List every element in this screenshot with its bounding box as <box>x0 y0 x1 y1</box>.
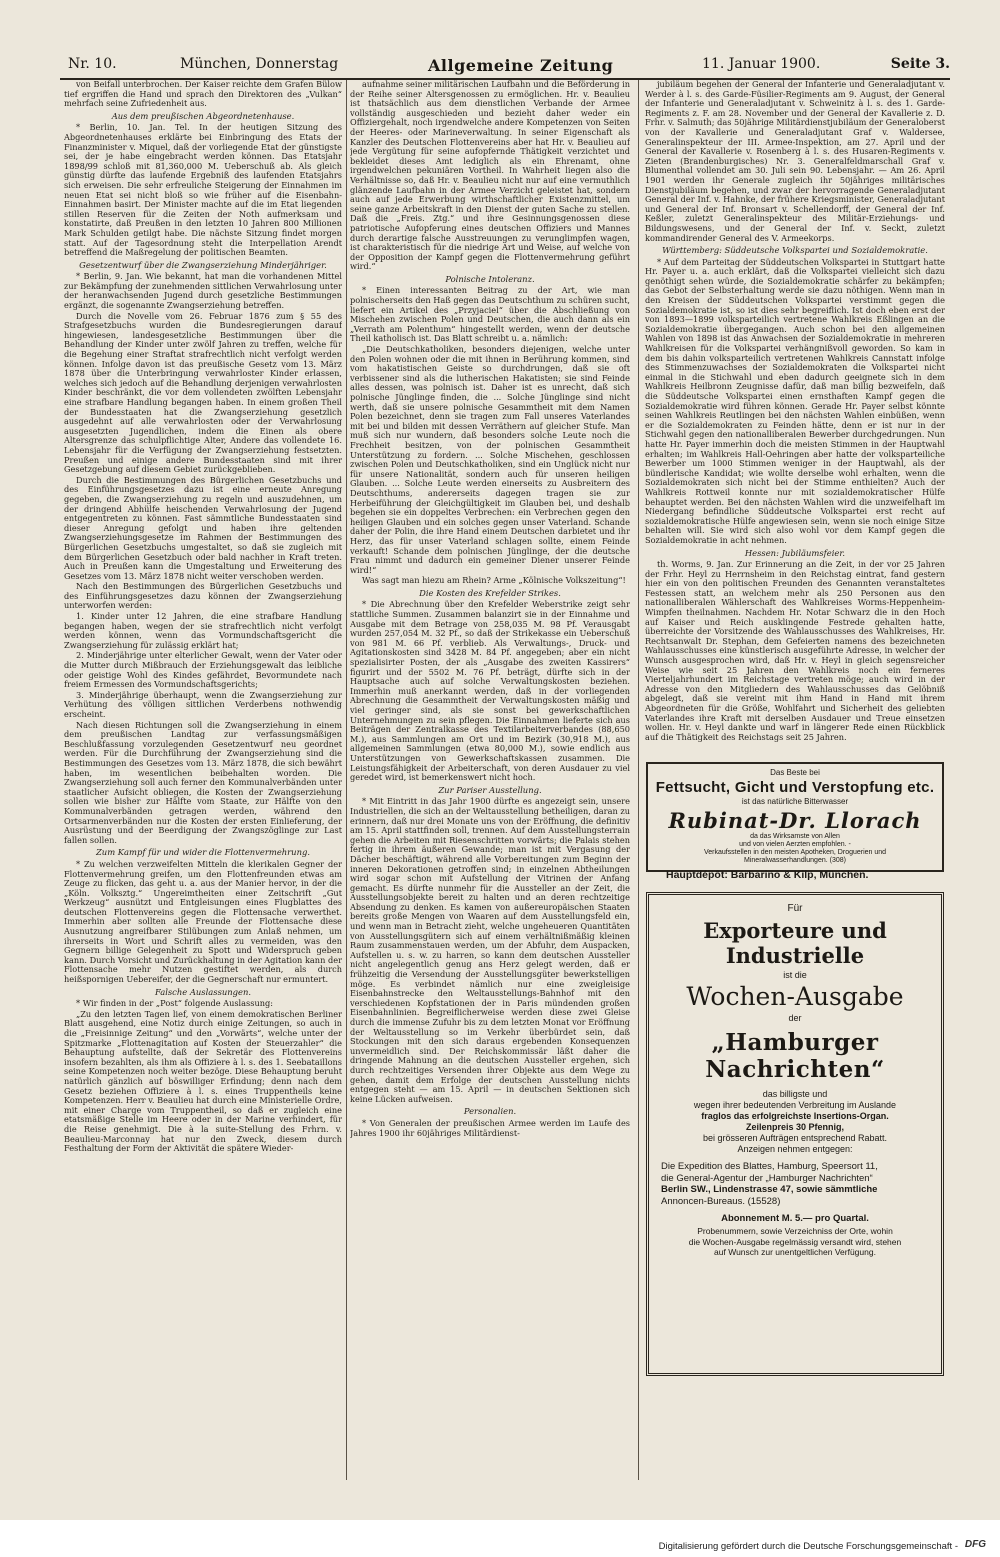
column-3 <box>645 80 945 770</box>
article-paragraph: jubiläum begehen der General der Infanterie und Generaladjutant v. Werder à l. s. des Garde-Füsilier-Regiments am 9. August, der General der Infanterie und Generaladjutant v. Schweinitz à l. s. des 1. Garde-Regiments z. F. am 28. November und der General der Kavallerie z. D. Frhr. v. Salmuth; das 50jährige Militärdienstjubiläum der Generaloberst von der Kavallerie und Generaladjutant Graf v. Waldersee, Generalinspekteur der III. Armee-Inspektion, am 27. April und der General der Kavallerie v. Rosenberg à l. s. des Husaren-Regiments v. Zieten (Brandenburgisches) Nr. 3. Generalfeldmarschall Graf v. Blumenthal vollendet am 30. Juli sein 90. Lebensjahr. — Am 26. April 1901 werden ihr Generale zugleich ihr 50jähriges militärisches Dienstjubiläum begehen, und zwar der hervorragende Generaladjutant General der Inf. v. Hahnke, der frühere Kriegsminister, Generaladjutant und General der Inf. Bronsart v. Schellendorff, der General der Inf. Keßler, zuletzt Generalinspekteur des Militär-Erziehungs- und Bildungswesens, und der General der Inf. v. Seckt, zuletzt kommandirender General des V. Armeekorps. <box>645 80 945 243</box>
section-heading: Aus dem preußischen Abgeordnetenhause. <box>111 110 295 121</box>
ad-line: Mineralwasserhandlungen. <box>744 857 828 864</box>
ad-line: bei grösseren Aufträgen entsprechend Rabatt. <box>702 1133 888 1143</box>
article-paragraph: 1. Kinder unter 12 Jahren, die eine strafbare Handlung begangen haben, wegen der sie strafrechtlich nicht verfolgt werden können, wenn das Vormundschaftsgericht die Zwangserziehung für zulässig erklärt hat; <box>64 611 342 650</box>
column-2 <box>350 80 630 1455</box>
column-divider <box>346 80 347 1480</box>
ad-code: (308) <box>829 857 846 864</box>
ad-line: und von vielen Aerzten empfohlen. - <box>739 841 851 848</box>
article-paragraph: * Berlin, 10. Jan. Tel. In der heutigen Sitzung des Abgeordnetenhauses erklärte bei Einbringung des Etats der Finanzminister v. Miquel, daß der vorliegende Etat der günstigste sei, der je habe eingebracht werden können. Das Etatsjahr 1898/99 schloß mit 81,360,000 M. Ueberschuß ab. Als gleich günstig dürfte das laufende Ergebniß des laufenden Etatsjahrs sich erweisen. Die sehr erfreuliche Steigerung der Einnahmen im neuen Etat sei nicht bloß so wie früher auf die Eisenbahn-Einnahmen basirt. Der Minister machte auf die im Etat liegenden stillen Reserven für die Zeiten der Noth aufmerksam und konstatirte, daß Preußen in den letzten 10 Jahren 800 Millionen Mark Schulden getilgt habe. Die nächste Sitzung findet morgen statt. Auf der Tagesordnung steht die Interpellation Arendt betreffend die Maßregelung der politischen Beamten. <box>64 122 342 258</box>
section-heading: Falsche Auslassungen. <box>154 986 252 997</box>
ad-headline: Exporteure und Industrielle <box>703 918 887 968</box>
article-paragraph: * Zu welchen verzweifelten Mitteln die klerikalen Gegner der Flottenvermehrung greifen, um den Flottenfreunden etwas am Zeuge zu flicken, das geht u. a. aus der Manier hervor, in der die „Köln. Volksztg.“ Ungereimtheiten einer Zeitschrift „Gut Werkzeug“ ausnützt und Entgleisungen eines Flugblattes des deutschen Flottenvereins gegen die Flottensache verwerthet. Immerhin aber sollten alle Freunde der Flottensache diese Ausnutzung angreifbarer Stilübungen zum Anlaß nehmen, um ihrerseits in Wort und Schrift alles zu vermeiden, was den Gegnern billige Gelegenheit zu Spott und Widerspruch geben kann. Durch Vorsicht und Zurückhaltung in der Agitation kann der Flottensache mehr Nutzen gestiftet werden, als durch heißspornigen Uebereifer, der die Gegnerschaft nur ermuntert. <box>64 858 342 985</box>
ad-paper-name: „Hamburger Nachrichten“ <box>705 1029 885 1083</box>
section-heading: Die Kosten des Krefelder Strikes. <box>419 587 561 598</box>
ad-subscription: Abonnement M. 5.— pro Quartal. <box>721 1213 869 1224</box>
ad-line: Die Expedition des Blattes, Hamburg, Speersort 11, <box>661 1161 878 1172</box>
ad-line: Anzeigen nehmen entgegen: <box>737 1144 853 1154</box>
article-paragraph: * Von Generalen der preußischen Armee werden im Laufe des Jahres 1900 ihr 60jähriges Militärdienst- <box>350 1117 630 1138</box>
advertisement-hamburger-nachrichten <box>646 892 944 1376</box>
ad-line: auf Wunsch zur unentgeltlichen Verfügung. <box>714 1247 876 1257</box>
ad-line: wegen ihrer bedeutenden Verbreitung im Auslande <box>693 1100 897 1110</box>
section-heading: Zur Pariser Ausstellung. <box>438 784 542 795</box>
ad-line: die General-Agentur der „Hamburger Nachrichten“ <box>661 1172 873 1184</box>
city-day: München, Donnerstag <box>180 56 339 72</box>
article-paragraph: th. Worms, 9. Jan. Zur Erinnerung an die Zeit, in der vor 25 Jahren der Frhr. Heyl zu Herrnsheim in den Reichstag eintrat, fand gestern hier ein von den politischen Freunden des Genannten veranstaltetes Festessen statt, an welchem mehr als 250 Personen aus den nationalliberalen Wählerschaft des Wahlkreises Worms-Heppenheim-Wimpfen theilnahmen. Nachdem Hr. Notar Schwarz die in den Hoch auf Kaiser und Reich ausklingende Festrede gehalten hatte, überreichte der Vorsitzende des Wahlausschusses des Wahlkreises, Hr. Rechtsanwalt Dr. Stephan, dem Gefeierten namens des bezeichneten Wahlausschusses eine künstlerisch ausgeführte Adresse, in welcher der Wunsch ausgesprochen wird, daß Hr. v. Heyl in gleich segensreicher Weise wie seit 25 Jahren den Wahlkreis noch ein ferneres Vierteljahrhundert im Reichstage vertreten möge; auch wird in der Adresse von den Mitgliedern des Wahlausschusses das Gelöbniß abgelegt, daß sie vereint mit ihm Hand in Hand mit ihrem Abgeordneten für die Größe, Wohlfahrt und Sicherheit des geliebten Vaterlandes ihre Kraft mit derselben Ausdauer und Treue einsetzen wollen. Hr. v. Heyl dankte und warf in längerer Rede einen Rückblick auf die Thätigkeit des Reichstags seit 25 Jahren. <box>645 559 945 742</box>
ad-line: Probenummern, sowie Verzeichniss der Orte, wohin <box>697 1226 893 1236</box>
ad-line: Verkaufsstellen in den meisten Apotheken, Droguerien und <box>703 849 887 856</box>
ad-subline: ist das natürliche Bitterwasser <box>741 797 849 806</box>
ad-price: Zeilenpreis 30 Pfennig, <box>745 1122 845 1132</box>
article-paragraph: * Wir finden in der „Post“ folgende Auslassung: <box>76 998 273 1009</box>
ad-brand: Rubinat-Dr. Llorach <box>668 808 922 833</box>
article-paragraph: Was sagt man hiezu am Rhein? Arme „Kölnische Volkszeitung“! <box>362 575 626 586</box>
section-heading: Hessen: Jubiläumsfeier. <box>744 547 846 558</box>
article-paragraph: * Auf dem Parteitag der Süddeutschen Volkspartei in Stuttgart hatte Hr. Payer u. a. auch erklärt, daß die Volkspartei vielleicht sich dazu genöthigt sehen würde, die Sozialdemokratie schärfer zu bekämpfen; das Gebot der Selbsterhaltung werde sie dazu nöthigen. Wenn man in den Kreisen der Süddeutschen Volkspartei verstimmt gegen die Sozialdemokratie ist, so ist dies sehr begreiflich. Ist doch eben erst der von 1893—1899 volksparteilich vertretene Wahlkreis Eßlingen an die Sozialdemokratie übergegangen. Auch schon bei den allgemeinen Wahlen von 1898 ist das Anwachsen der Sozialdemokratie in mehreren Wahlkreisen für die Volkspartei verhängnißvoll geworden. So kam in dem bis dahin volksparteilich vertretenen Wahlkreis Cannstatt infolge des Stimmenzuwachses der Sozialdemokraten die Volkspartei nicht einmal in die Stichwahl und eben dadurch geeignete sich in dem Wahlkreis Heilbronn Zeugnisse dafür, daß man billig bezweifeln, daß die Süddeutsche Volkspartei einen ernsthaften Kampf gegen die Sozialdemokratie wird führen können. Gerade Hr. Payer selbst könnte seinen Wahlkreis Reutlingen bei den nächsten Wahlen einbüßen, wenn er die Sozialdemokraten zu Feinden hätte, denn er ist nur in der Stichwahl gegen den nationalliberalen Bewerber durchgedrungen. Nun hatte Hr. Payer immerhin doch die meisten Stimmen in der Hauptwahl erhalten; im Wahlkreis Hall-Oehringen aber hatte der volksparteiliche Bewerber um 1000 Stimmen weniger in der Hauptwahl, als der bündlerische Kandidat; wie wollte derselbe wohl erhalten, wenn die Sozialdemokraten sich nicht bei der Stimme enthielten? Auch der Wahlkreis Rottweil konnte nur mit sozialdemokratischer Hülfe behauptet werden. Bei den nächsten Wahlen wird die unzweifelhaft im Niedergang befindliche Süddeutsche Volkspartei erst recht auf sozialdemokratische Hülfe angewiesen sein, wenn sie noch einige Sitze behalten will. Sie wird sich also wohl vor dem Kampf gegen die Sozialdemokratie in acht nehmen. <box>645 256 945 545</box>
article-paragraph: aufnahme seiner militärischen Laufbahn und die Beförderung in der Reihe seiner Altersgenossen zu ermöglichen. Hr. v. Beaulieu ist thatsächlich aus dem dienstlichen Verbande der Armee vollständig ausgeschieden und bezieht daher weder ein Offiziergehalt, noch irgendwelche andere Kompetenzen von Seiten der Heeres- oder Marineverwaltung. In seiner Eigenschaft als Kanzler des Deutschen Flottenvereins aber hat Hr. v. Beaulieu auf jede Vergütung für seine aufopfernde Thätigkeit verzichtet und bekleidet dieses Amt lediglich als ein Ehrenamt, ohne irgendwelchen pekuniären Vortheil. In Wahrheit liegen also die Verhältnisse so, daß Hr. v. Beaulieu nicht nur auf eine vermuthlich glänzende Laufbahn in der Armee Verzicht geleistet hat, sondern auch auf jede Erwerbung wirthschaftlicher Existenzmittel, um seine ganze Arbeitskraft in den Dienst der guten Sache zu stellen. Daß die „Freis. Ztg.“ und ihre Gesinnungsgenossen diese patriotische Aufopferung eines deutschen Offiziers und Mannes durch derartige falsche Ausstreuungen zu verunglimpfen wagen, ist charakteristisch für die niedrige Art und Weise, auf welche von der Opposition der Kampf gegen die Flottenvermehrung geführt wird.“ <box>350 80 630 272</box>
article-paragraph: Nach den Bestimmungen des Bürgerlichen Gesetzbuchs und des Einführungsgesetzes dazu können der Zwangserziehung unterworfen werden: <box>64 581 342 611</box>
ad-line: ist die <box>783 970 807 980</box>
article-paragraph: „Zu den letzten Tagen lief, von einem demokratischen Berliner Blatt ausgehend, eine Notiz durch einige Zeitungen, so auch in die „Freisinnige Zeitung“ und den „Vorwärts“, welche unter der Spitzmarke „Flottenagitation auf Kosten der Steuerzahler“ die Behauptung aufstellte, daß der Sekretär des Flottenvereins insofern bezahlten, als ihm als Offiziere à l. s. des 1. Seebataillons seine Kompetenzen noch weiter bezöge. Diese Behauptung beruht natürlich gänzlich auf böswilliger Erfindung; denn nach dem Gesetz beziehen Offiziere à l. s. eines Truppentheils keine Kompetenzen. Herr v. Beaulieu hat durch eine Ministerielle Ordre, mit einer Charge vom Truppentheil, so daß er zugleich eine etatsmäßige Stelle im Heere oder in der Marine verhindert, für die Reise genehmigt. Die à la suite-Stellung des Frhrn. v. Beaulieu-Marconnay hat nur den Zweck, diesem durch Festhaltung der Form der Aktivität die spätere Wieder- <box>64 1008 342 1154</box>
article-paragraph: * Die Abrechnung über den Krefelder Weberstrike zeigt sehr stattliche Summen. Zusammen balanzirt sie in der Einnahme und Ausgabe mit dem Betrage von 258,035 M. 98 Pf. Verausgabt wurden 257,054 M. 32 Pf., so daß der Strikekasse ein Ueberschuß von 981 M. 66 Pf. verblieb. Als Verwaltungs-, Druck- und Agitationskosten sind 3428 M. 84 Pf. angegeben; aber ein nicht spezialisirter Posten, der als „Ausgabe des zweiten Kassirers“ figurirt und der 5502 M. 76 Pf. beträgt, dürfte sich in der Hauptsache auch auf solche Verwaltungskosten beziehen. Immerhin muß anerkannt werden, daß in der vorliegenden Abrechnung die Gesammtheit der Verwaltungskosten mäßig und viel geringer sind, als sie sonst bei gewerkschaftlichen Unternehmungen zu sein pflegen. Die Einnahmen lieferte sich aus Beiträgen der Zentralkasse des Textilarbeiterverbandes (88,650 M.), aus Sammlungen am Ort und im Bezirk (30,918 M.), aus allgemeinen Sammlungen (etwa 80,000 M.), sowie endlich aus Unterstützungen von Gewerkschaftskassen zusammen. Die Leistungsfähigkeit der Arbeiterschaft, von deren Ausdauer zu viel geredet wird, ist bemerkenswert nicht hoch. <box>350 599 630 783</box>
ad-line: Berlin SW., Lindenstrasse 47, sowie sämmtliche <box>661 1184 878 1195</box>
article-paragraph: Durch die Novelle vom 26. Februar 1876 zum § 55 des Strafgesetzbuchs wurden die Bundesregierungen darauf hingewiesen, landesgesetzliche Bestimmungen über die Behandlung der Kinder unter zwölf Jahren zu treffen, welche für die Begehung einer Straftat strafrechtlich nicht verfolgt werden können. Infolge davon ist das preußische Gesetz vom 13. März 1878 über die Unterbringung verwahrloster Kinder erlassen, welches sich jedoch auf die Behandlung derjenigen verwahrlosten Kinder beschränkt, die vor dem vollendeten zwölften Lebensjahr eine strafbare Handlung begangen haben. In einem großen Theil der Bundesstaaten hat die Zwangserziehung gesetzlich ausgedehnt auf alle verwahrlosten oder der Verwahrlosung ausgesetzten Jugendlichen, indem die Einen als obere Altersgrenze das schulpflichtige Alter, Andere das vollendete 16. Lebensjahr für die Verfügung der Zwangserziehung festsetzten. Preußen und einige andere Bundesstaaten sind mit ihrer Gesetzgebung auf diesem Gebiet zurückgeblieben. <box>64 310 342 475</box>
masthead <box>60 56 950 78</box>
dfg-logo: DFG <box>964 1539 986 1550</box>
article-paragraph: * Einen interessanten Beitrag zu der Art, wie man polnischerseits den Haß gegen das Deutschthum zu schüren sucht, liefert ein Artikel des „Przyjaciel“ über die Abschließung von Mischehen zwischen Polen und Deutschen, die auch dann als ein „Verrath am Polenthum“ hingestellt werden, wenn der deutsche Theil katholisch ist. Das Blatt schreibt u. a. nämlich: <box>350 285 630 344</box>
article-paragraph: „Die Deutschkatholiken, besonders diejenigen, welche unter den Polen wohnen oder die mit ihnen in Berührung kommen, sind vom hakatistischen Geiste so durchdrungen, daß sie oft verbissener sind als die lutherischen Hakatisten; sie sind Feinde alles dessen, was polnisch ist. Daher ist es unrecht, daß sich polnische Jünglinge finden, die ... Solche Jünglinge sind nicht werth, daß sie unsere polnische Gesammtheit mit dem Namen Polen bezeichnet, denn sie tragen zum Fall unseres Vaterlandes mit bei und bilden mit dessen Verräthern auf gleicher Stufe. Man muß sich nur wundern, daß besonders solche Leute noch die Frechheit besitzen, von der polnischen Gesammtheit Unterstützung zu fordern. ... Solche Mischehen, geschlossen zwischen Polen und Deutschkatholiken, sind ein Unglück nicht nur für unsere Nationalität, sondern auch für unseren heiligen Glauben. ... Solche Leute werden einerseits zu Ausbreitern des Deutschthums, andererseits dagegen tragen sie zur Herbeiführung der Gleichgültigkeit im Glauben bei, und deshalb begehen sie ein doppeltes Verbrechen: ein Verbrechen gegen den heiligen Glauben und ein solches gegen unser Vaterland. Schande daher der Polin, die ihre Hand einem Deutschen darbietet und ihr Herz, das für unser Vaterland schlagen sollte, einem Feinde verkauft! Schande dem polnischen Jünglinge, der die deutsche Frau nimmt und dadurch ein gemeiner Diener unserer Feinde wird!“ <box>350 344 630 575</box>
ad-line: fraglos das erfolgreichste Insertions-Organ. <box>701 1111 889 1121</box>
article-paragraph: 2. Minderjährige unter elterlicher Gewalt, wenn der Vater oder die Mutter durch Mißbrauch der Erziehungsgewalt das leibliche oder geistige Wohl des Kindes gefährdet, Bevormundete nach freiem Ermessen des Vormundschaftsgerichts; <box>64 650 342 690</box>
ad-intro: Das Beste bei <box>770 768 820 777</box>
ad-line: Annoncen-Bureaus. (15528) <box>661 1195 781 1207</box>
ad-line: die Wochen-Ausgabe regelmässig versandt wird, stehen <box>688 1236 902 1247</box>
ad-headline: Fettsucht, Gicht und Verstopfung etc. <box>655 779 935 796</box>
section-heading: Zum Kampf für und wider die Flottenvermehrung. <box>95 847 310 858</box>
section-heading: Württemberg: Süddeutsche Volkspartei und Sozialdemokratie. <box>662 245 928 256</box>
column-1 <box>64 80 342 1490</box>
issue-number: Nr. 10. <box>68 56 117 72</box>
article-paragraph: * Berlin, 9. Jan. Wie bekannt, hat man die vorhandenen Mittel zur Bekämpfung der zunehmenden sittlichen Verwahrlosung unter der heranwachsenden Jugend durch gesetzliche Bestimmungen ergänzt, die sogenannte Zwangserziehung betreffen. <box>64 271 342 311</box>
section-heading: Personalien. <box>463 1106 517 1117</box>
digitization-credit: Digitalisierung gefördert durch die Deutsche Forschungsgemeinschaft - <box>658 1541 958 1552</box>
issue-date: 11. Januar 1900. <box>702 56 821 72</box>
article-paragraph: Durch die Bestimmungen des Bürgerlichen Gesetzbuchs und des Einführungsgesetzes dazu ist eine erneute Anregung gegeben, die Zwangserziehung zu regeln und auszudehnen, um der dringend Abhülfe heischenden Verwahrlosung der Jugend entgegentreten zu können. Fast sämmtliche Bundesstaaten sind dieser Anregung gefolgt und haben ihre geltenden Zwangserziehungsgesetze im Rahmen der Bestimmungen des Bürgerlichen Gesetzbuchs umgestaltet, so daß sie zugleich mit dem Bürgerlichen Gesetzbuch oder bald nachher in Kraft treten. Auch in Preußen kann die Umgestaltung und Erweiterung des Gesetzes vom 13. März 1878 nicht weiter verschoben werden. <box>64 474 342 581</box>
ad-depot: Hauptdépôt: Barbarino & Kilp, München. <box>666 869 869 881</box>
article-paragraph: von Beifall unterbrochen. Der Kaiser reichte dem Grafen Bülow tief ergriffen die Hand und sprach den Direktoren des „Vulkan“ mehrfach seine Zufriedenheit aus. <box>64 80 342 109</box>
section-heading: Gesetzentwurf über die Zwangserziehung Minderjähriger. <box>79 259 327 270</box>
page-number: Seite 3. <box>890 56 950 72</box>
ad-edition: Wochen-Ausgabe <box>686 982 904 1011</box>
newspaper-title: Allgemeine Zeitung <box>428 56 614 75</box>
column-divider <box>638 80 639 1480</box>
advertisement-rubinat <box>646 762 944 881</box>
article-paragraph: 3. Minderjährige überhaupt, wenn die Zwangserziehung zur Verhütung des völligen sittlichen Verderbens nothwendig erscheint. <box>64 689 342 719</box>
ad-intro: Für <box>787 903 803 914</box>
ad-line: der <box>788 1013 802 1023</box>
ad-line: das billigste und <box>762 1089 828 1099</box>
article-paragraph: * Mit Eintritt in das Jahr 1900 dürfte es angezeigt sein, unsere Industriellen, die sich an der Weltausstellung betheiligen, daran zu erinnern, daß nur drei Monate uns von der Eröffnung, die definitiv am 15. April stattfinden soll, trennen. Auf dem Ausstellungsterrain gehen die Arbeiten mit Riesenschritten vorwärts; die Palais stehen fertig in ihrem äußeren Gewande; man ist mit Vergasung der Dächer beschäftigt, während alle Vorbereitungen zum Beginn der inneren Dekorationen getroffen sind; in einzelnen Abtheilungen wird sogar schon mit Aufstellung der Vitrinen der Anfang gemacht. Es dürfte nunmehr für die Aussteller an der Zeit, die Ausstellungsobjekte bereit zu halten und an deren rechtzeitige Absendung zu denken. Es kamen von außereuropäischen Staaten bereits große Mengen von Waaren auf dem Ausstellungsfeld ein, und wenn man in Betracht zieht, welche ungeheueren Quantitäten von Ausstellungsgütern sich auf einem verhältnißmäßig kleinen Raum zusammenstauen werden, um der Abfuhr, dem Auspacken, Aufstellen u. s. w. zu harren, so kann dem deutschen Aussteller nicht angelegentlich genug ans Herz gelegt werden, daß er frühzeitig die Versendung der Ausstellungsgüter bewerkstelligen möge. Es verbindet nämlich nur eine zweigleisige Eisenbahnstrecke den Weltausstellungs-Bahnhof mit den verschiedenen Kopfstationen der in Paris mündenden großen Eisenbahnlinien. Begreiflicherweise werden diese zwei Gleise durch die immense Zufuhr bis zu dem letzten Monat vor Eröffnung der Weltausstellung so im Verkehr überbürdet sein, daß Stockungen mit den sich daraus ergebenden Konsequenzen unvermeidlich sind. Der Reichskommissär läßt daher die dringende Mahnung an die deutschen Aussteller ergehen, sich durch rechtzeitiges Versenden ihrer Objekte aus dem Wege zu gehen, damit dem Erfolge der deutschen Ausstellung nichts entgegen steht — am 15. April — in deutschen Sektionen sich keine Lücken aufweisen. <box>350 796 630 1104</box>
article-paragraph: Nach diesen Richtungen soll die Zwangserziehung in einem dem preußischen Landtag zur verfassungsmäßigen Beschlußfassung vorzulegenden Gesetzentwurf neu geordnet werden. Für die Durchführung der Zwangserziehung sind die Bestimmungen des Gesetzes vom 13. März 1878, die sich bewährt haben, im wesentlichen beibehalten worden. Die Zwangserziehung soll auch ferner den Kommunalverbänden unter staatlicher Aufsicht obliegen, die Kosten der Zwangserziehung sollen wie bisher zur Hälfte vom Staate, zur Hälfte von den Kommunalverbänden getragen werden, während den Ortsarmenverbänden nur die Kosten der ersten Einlieferung, der Ausrüstung und der Beerdigung der Zwangszöglinge zur Last fallen sollen. <box>64 719 342 845</box>
section-heading: Polnische Intoleranz. <box>445 273 535 284</box>
ad-line: da das Wirksamste von Allen <box>750 833 840 840</box>
